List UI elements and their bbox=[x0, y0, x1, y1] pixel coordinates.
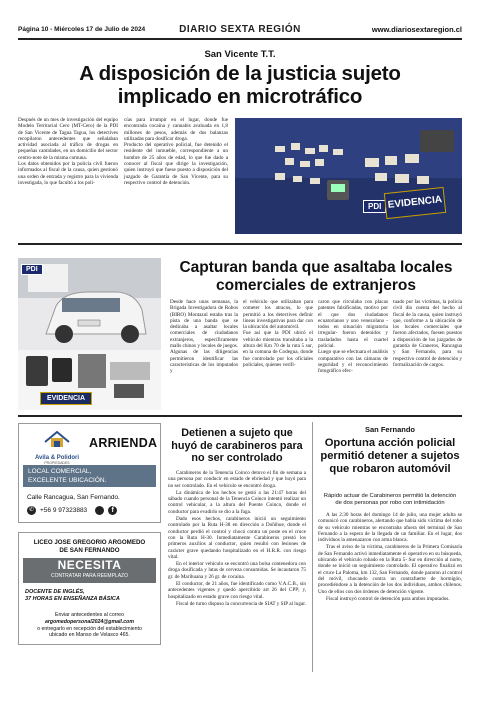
story3-body bbox=[168, 470, 306, 607]
rental-heading: ARRIENDA bbox=[89, 436, 158, 450]
rental-contact bbox=[27, 506, 117, 515]
rental-band bbox=[23, 465, 156, 487]
job-role-line2: 37 HORAS EN ENSEÑANZA BÁSICA bbox=[25, 596, 120, 602]
story1-col2: cías para irrumpir en el lugar, donde fue encontrada cocaína y cannabis avaluada en 1,8 millones de pesos, además de dos balanzas utilizadas para dosificar droga. Producto del operativo policial, fue detenido el residente del inmueble, correspondiente a un hombre de 25 años de edad, lo que fue dado a conocer al fiscal que dirige la investigación, quien instruyó que fuese puesto a disposición del juzgado de Garantía de San Vicente, para su respectivo control de detención. bbox=[124, 117, 228, 186]
seized-car-evidence-illustration bbox=[18, 258, 161, 410]
rental-band-line1: LOCAL COMERCIAL, bbox=[28, 468, 92, 475]
site-url[interactable]: www.diariosextaregion.cl bbox=[371, 25, 462, 34]
story3-p5: El conductor, de 21 años, fue identificado como V.A.C.B., sin antecedentes vigentes y quedó apercibido art 26 del CPP; y, hospitalizado en estado grave con riesgo vital. bbox=[168, 581, 306, 600]
realty-logo-sub: PROPIEDADES bbox=[44, 461, 70, 465]
story3-p1: Carabineros de la Tenencia Coinco detuvo el fin de semana a una persona por conducir en estado de ebriedad y que huyó para no ser controlado. En el vehículo se encontró droga. bbox=[168, 470, 306, 489]
story1-photo bbox=[235, 118, 462, 234]
story3-p3: Dado esos hechos, carabineros inició un seguimiento controlado por la Ruta H-38 en dirección a Doñihue, donde el conductor perdió el control y chocó contra un poste en el cruce con la Ruta H-30. Inmediatamente Carabineros prestó los primeros auxilios al conductor, quien resultó con lesiones de carácter grave quedando hospitalizado en el H.R.R. con riesgo vital. bbox=[168, 516, 306, 560]
story4-body bbox=[318, 512, 462, 602]
evidence-sign: EVIDENCIA bbox=[40, 392, 92, 405]
story2-col3: caron que circulaba con placas patentes falsificadas, motivo por el que dos ciudadanos ecuatorianos y uno venezolano -todos en situación migratoria irregular- fueron detenidos y trasladados hasta el cuartel policial. Luego que se efectuara el análisis comparativo con las cámaras de seguridad y el reconocimiento fotográfico efec- bbox=[318, 299, 388, 375]
story3-p4: En el interior vehículo se encontró una bolsa contenedora con droga dosificada y latas de cerveza consumidas. Se incautaron 75 gr. de Marihuana y 26 gr. de cocaína. bbox=[168, 561, 306, 580]
job-note-line2: ubicado en Manso de Velasco 465. bbox=[49, 632, 130, 639]
story4-p3: Fiscal instruyó control de detención para ambos imputados. bbox=[326, 595, 450, 602]
story1-col1: Después de un mes de investigación del equipo Modelo Territorial Cero (MT-Cero) de la PDI de San Vicente de Tagua Tagua, los detectives recopilaron antecedentes que señalaban actividad asociada al tráfico de drogas en pequeñas cantidades, en un domicilio del sector centro-note de la misma comuna. Los datos obtenidos por la policía civil fueron informados al fiscal de la causa, quien gestionó una orden de entrada y registro para la vivienda investigada, lo que facultó a los poli- bbox=[18, 117, 118, 186]
story2-col4: tuado por las víctimas, la policía civil dio cuenta del hecho al fiscal de la causa, quien instruyó que, conforme a la ubicación de los locales comerciales que fueron afectados, fuesen puestos a disposición de los juzgados de garantía de Graneros, Rancagua y San Fernando, para su respectivo control de detención y formalización de cargos. bbox=[393, 299, 462, 368]
job-email[interactable]: argomedopersonal2024@gmail.com bbox=[45, 618, 134, 625]
story4-p1: A las 2:30 horas del domingo 14 de julio, una mujer adulta se comunicó con carabineros, alertando que había sido víctima del robo de su vehículo mientras se encontraba afuera del terminal de San Fernando a la espera de la llegada de un familiar. En el lugar, dos individuos la amenazaron con arma blanca. bbox=[318, 512, 462, 544]
realty-logo-text: Avila & Polidori bbox=[34, 455, 80, 461]
story2-col1: Desde hace unas semanas, la Brigada Investigadora de Robos (BIRO) Montazul estaba tras la pista de una banda que se dedicaba a asaltar locales comerciales de ciudadanos extranjeros, específicamente malls chinos y locales de juegos. Algunas de las diligencias permitieron identificar las características de los imputados y bbox=[170, 299, 238, 375]
school-name bbox=[19, 539, 160, 555]
section-rule-2 bbox=[18, 415, 462, 417]
realty-logo bbox=[29, 428, 85, 465]
masthead: DIARIO SEXTA REGIÓN bbox=[179, 24, 301, 35]
story2-col2: el vehículo que utilizaban para cometer los atracos, lo que permitió a los detectives definir líneas investigativas para dar con la ubicación del automóvil. Fue así que la PDI ubicó el vehículo mientras transitaba a la altura del Km 70 de la ruta 5 sur, en la comuna de Codegua, donde fue controlado por los oficiales policiales, quienes verifi- bbox=[243, 299, 313, 368]
story4-p2: Tras el aviso de la víctima, carabineros de la Primera Comisaría de San Fernando activó inmediatamente el operativo en su búsqueda, ubicando el vehículo robado en la Ruta 5- Sur en dirección al norte, donde se inició un seguimiento controlado. El operativo finalizó en el cruce La Paloma, km 132, San Fernando, donde pararon al control del móvil, chocando contra un contrafuerte de hormigón, procediéndose a la detención de los dos individuos, ambos chilenos. Uno de ellos con dos órdenes de detención vigente. bbox=[318, 544, 462, 595]
story2-photo bbox=[18, 258, 161, 410]
story4-headline: Oportuna acción policial permitió detener a sujetos que robaron automóvil bbox=[320, 437, 460, 475]
pdi-badge: PDI bbox=[21, 264, 43, 275]
job-role-line1: DOCENTE DE INGLÉS, bbox=[25, 589, 85, 595]
evidence-sign: EVIDENCIA bbox=[384, 187, 446, 219]
job-band bbox=[23, 558, 156, 583]
school-name-line2: DE SAN FERNANDO bbox=[59, 547, 120, 554]
job-send-label: Enviar antecedentes al correo bbox=[55, 612, 124, 618]
house-logo-icon bbox=[29, 428, 85, 450]
column-divider bbox=[312, 422, 313, 672]
story3-headline: Detienen a sujeto que huyó de carabineros para no ser controlado bbox=[171, 427, 303, 464]
whatsapp-icon[interactable]: ✆ bbox=[28, 507, 35, 513]
section-rule-1 bbox=[18, 243, 462, 245]
job-contact bbox=[19, 612, 160, 639]
story4-lead: Rápido actuar de Carabineros permitió la detención de dos personas por robo con intimidación bbox=[323, 493, 457, 506]
story1-kicker: San Vicente T.T. bbox=[204, 49, 276, 60]
rental-ad bbox=[18, 423, 161, 523]
story3-p2: La dinámica de los hechos se gestó a las 21:47 horas del sábado cuando personal de la Tenencia Coinco intentó realizar un control vehicular, a la altura del Puente Coinco, donde el conductor para evadirlo se dio a la fuga. bbox=[168, 489, 306, 515]
rental-address: Calle Rancagua, San Fernando. bbox=[27, 494, 120, 501]
story1-headline: A disposición de la justicia sujeto implicado en microtráfico bbox=[79, 62, 401, 108]
school-name-line1: LICEO JOSE GREGORIO ARGOMEDO bbox=[33, 539, 146, 546]
job-subheading: CONTRATAR PARA REEMPLAZO bbox=[51, 573, 128, 579]
rental-band-line2: EXCELENTE UBICACIÓN. bbox=[28, 477, 107, 484]
job-heading: NECESITA bbox=[57, 558, 122, 572]
rental-phone[interactable]: +56 9 97323883 bbox=[40, 507, 88, 514]
story3-p6: Fiscal de turno dispuso la concurrencia de SIAT y SIP al lugar. bbox=[176, 600, 306, 607]
story2-headline: Capturan banda que asaltaba locales comerciales de extranjeros bbox=[179, 259, 453, 294]
instagram-icon[interactable] bbox=[95, 506, 104, 515]
facebook-icon[interactable]: f bbox=[108, 506, 117, 515]
job-role bbox=[25, 589, 120, 603]
drug-evidence-illustration bbox=[235, 118, 462, 234]
story4-kicker: San Fernando bbox=[364, 425, 415, 434]
job-ad bbox=[18, 532, 161, 645]
header-rule bbox=[18, 38, 462, 40]
page-number-date: Página 10 - Miércoles 17 de Julio de 2024 bbox=[18, 26, 146, 33]
job-note-line1: o entregarlo en recepción del establecimiento bbox=[37, 625, 142, 632]
pdi-badge: PDI bbox=[363, 200, 386, 213]
